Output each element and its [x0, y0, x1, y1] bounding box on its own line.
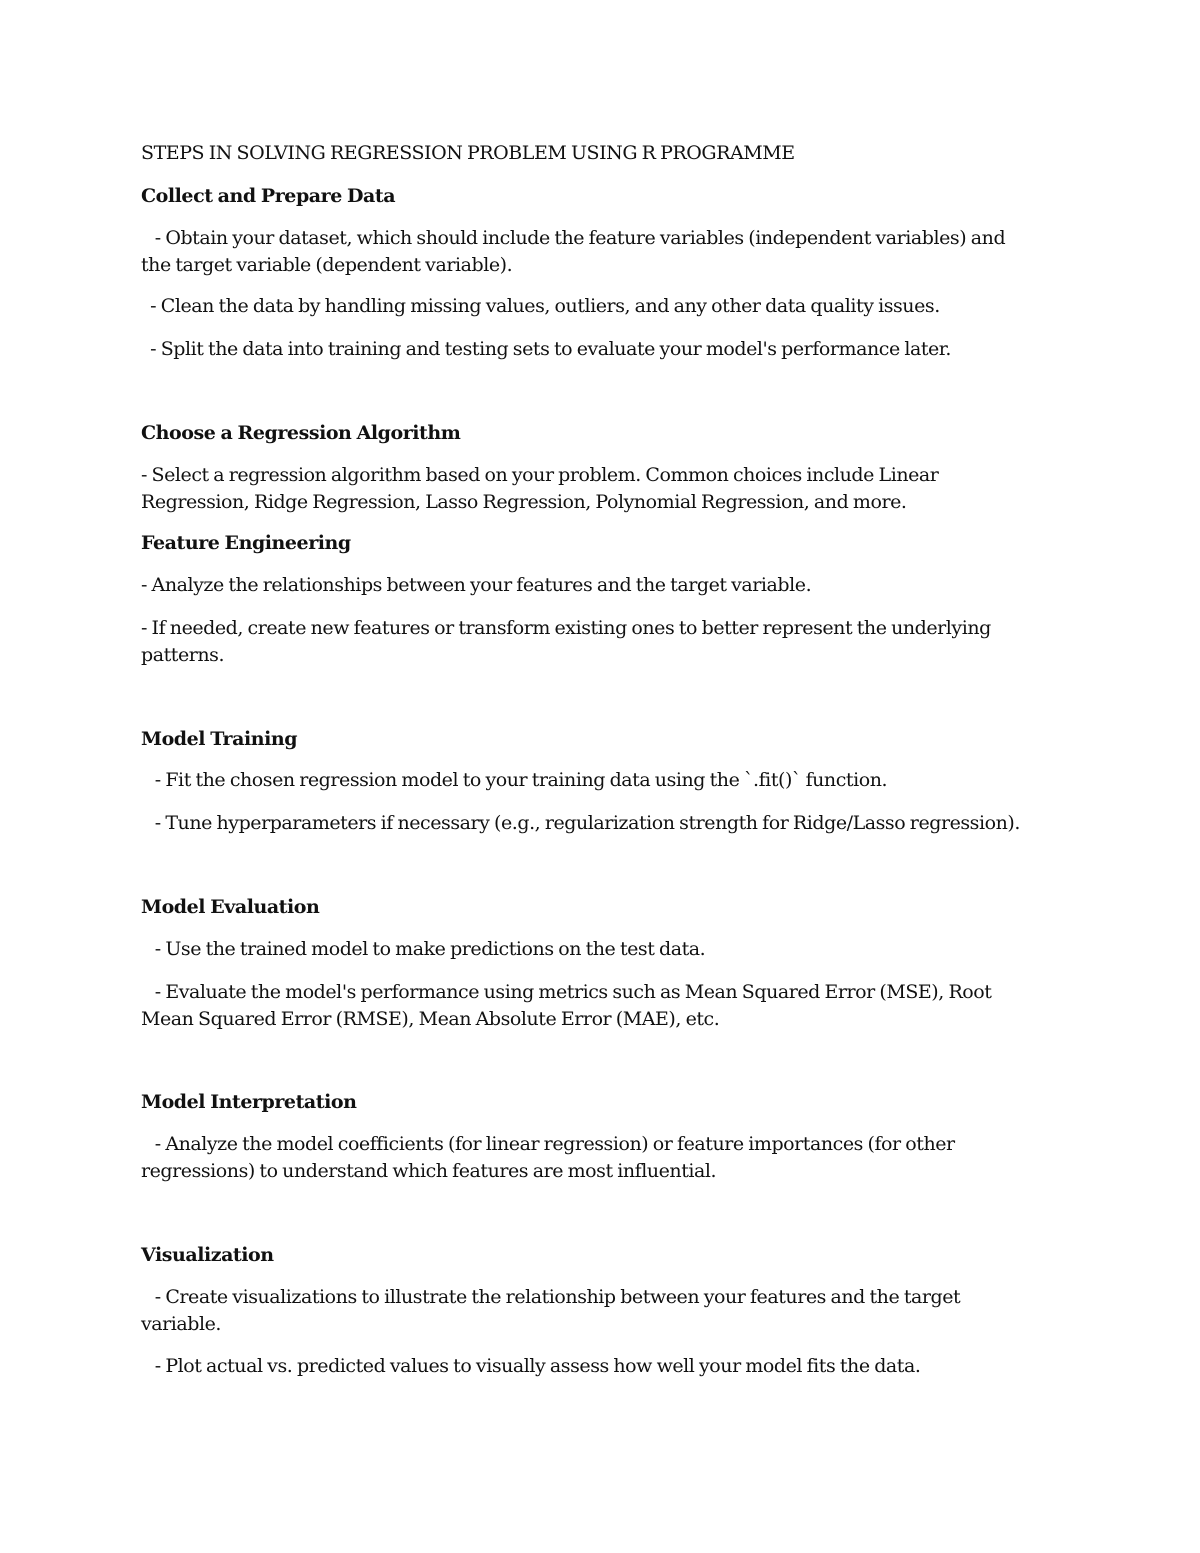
paragraph-line: - Obtain your dataset, which should include the feature variables (independent variables) and	[141, 227, 1006, 249]
paragraph-line: - Analyze the relationships between your features and the target variable.	[141, 574, 812, 596]
paragraph-line: - Create visualizations to illustrate the relationship between your features and the target	[141, 1286, 961, 1308]
paragraph-line: - If needed, create new features or transform existing ones to better represent the underlying	[141, 617, 991, 639]
paragraph-line: - Fit the chosen regression model to your training data using the `.fit()` function.	[141, 769, 888, 791]
paragraph-line: variable.	[141, 1313, 222, 1335]
paragraph-line: - Analyze the model coefficients (for linear regression) or feature importances (for other	[141, 1133, 955, 1155]
section-heading: Visualization	[141, 1244, 274, 1266]
paragraph-line: - Plot actual vs. predicted values to visually assess how well your model fits the data.	[141, 1355, 921, 1377]
section-heading: Collect and Prepare Data	[141, 185, 396, 207]
paragraph-line: patterns.	[141, 644, 225, 666]
paragraph-line: - Split the data into training and testing sets to evaluate your model's performance later.	[141, 338, 951, 360]
paragraph-line: - Evaluate the model's performance using metrics such as Mean Squared Error (MSE), Root	[141, 981, 992, 1003]
section-heading: Model Evaluation	[141, 896, 320, 918]
paragraph-line: the target variable (dependent variable).	[141, 254, 513, 276]
section-heading: Feature Engineering	[141, 532, 351, 554]
document-title: STEPS IN SOLVING REGRESSION PROBLEM USING R PROGRAMME	[141, 142, 795, 164]
paragraph-line: Regression, Ridge Regression, Lasso Regression, Polynomial Regression, and more.	[141, 491, 907, 513]
paragraph-line: Mean Squared Error (RMSE), Mean Absolute Error (MAE), etc.	[141, 1008, 720, 1030]
section-heading: Model Training	[141, 728, 298, 750]
paragraph-line: - Use the trained model to make predictions on the test data.	[141, 938, 706, 960]
paragraph-line: - Tune hyperparameters if necessary (e.g., regularization strength for Ridge/Lasso regression).	[141, 812, 1020, 834]
section-heading: Choose a Regression Algorithm	[141, 422, 461, 444]
paragraph-line: regressions) to understand which features are most influential.	[141, 1160, 717, 1182]
section-heading: Model Interpretation	[141, 1091, 357, 1113]
paragraph-line: - Select a regression algorithm based on your problem. Common choices include Linear	[141, 464, 939, 486]
paragraph-line: - Clean the data by handling missing values, outliers, and any other data quality issues.	[141, 295, 940, 317]
